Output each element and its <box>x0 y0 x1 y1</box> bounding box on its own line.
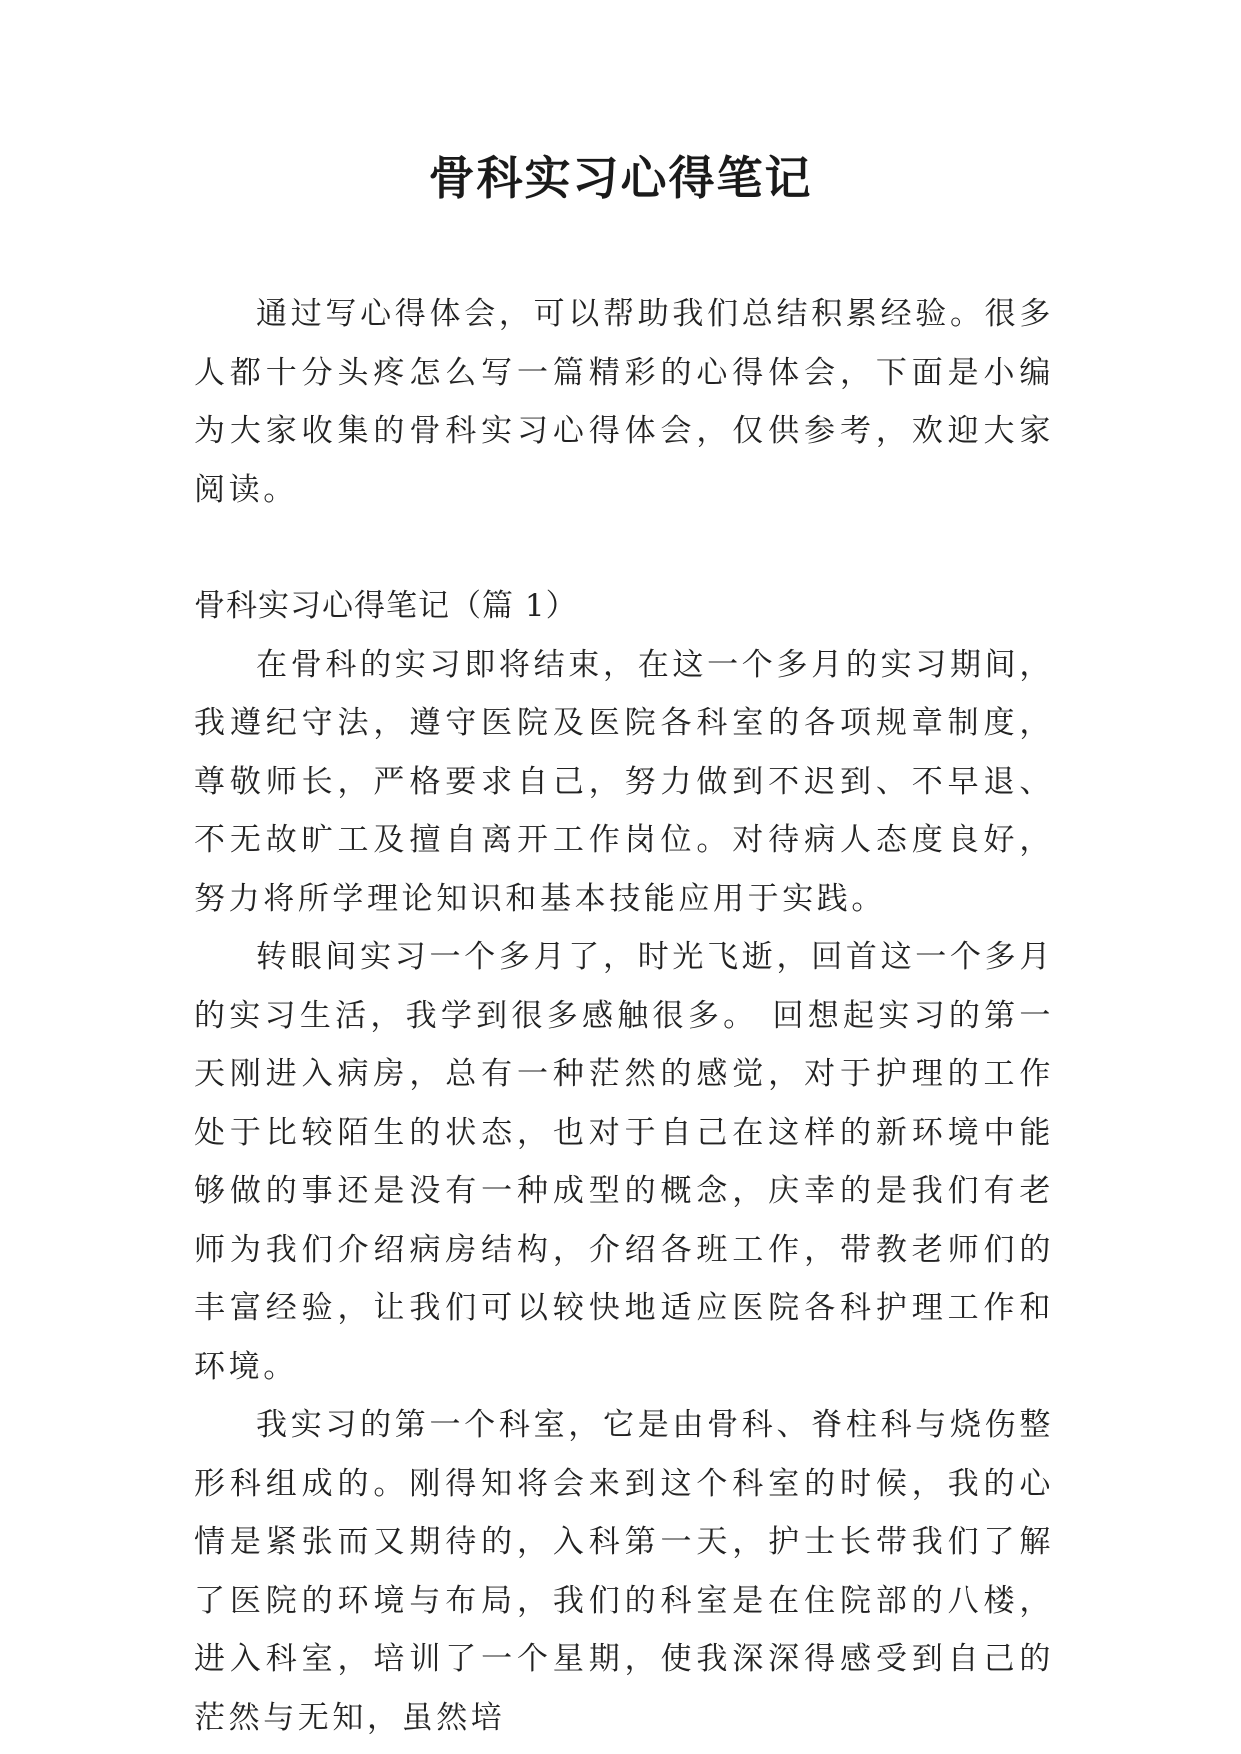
body-paragraph-1: 在骨科的实习即将结束，在这一个多月的实习期间，我遵纪守法，遵守医院及医院各科室的各项规章制度，尊敬师长，严格要求自己，努力做到不迟到、不早退、不无故旷工及擅自离开工作岗位。对待病人态度良好，努力将所学理论知识和基本技能应用于实践。 <box>194 646 1054 917</box>
body-paragraph-2: 转眼间实习一个多月了，时光飞逝，回首这一个多月的实习生活，我学到很多感触很多。 回想起实习的第一天刚进入病房，总有一种茫然的感觉，对于护理的工作处于比较陌生的状态，也对于自己在这样的新环境中能够做的事还是没有一种成型的概念，庆幸的是我们有老师为我们介绍病房结构，介绍各班工作，带教老师们的丰富经验，让我们可以较快地适应医院各科护理工作和环境。 <box>194 939 1054 1385</box>
body-paragraph-3: 我实习的第一个科室，它是由骨科、脊柱科与烧伤整形科组成的。刚得知将会来到这个科室的时候，我的心情是紧张而又期待的，入科第一天，护士长带我们了解了医院的环境与布局，我们的科室是在住院部的八楼，进入科室，培训了一个星期，使我深深得感受到自己的茫然与无知，虽然培 <box>194 1407 1054 1736</box>
intro-paragraph: 通过写心得体会，可以帮助我们总结积累经验。很多人都十分头疼怎么写一篇精彩的心得体会，下面是小编为大家收集的骨科实习心得体会，仅供参考，欢迎大家阅读。 <box>194 296 1054 508</box>
document-body <box>194 285 1054 1747</box>
document-title: 骨科实习心得笔记 <box>428 151 813 205</box>
section-heading: 骨科实习心得笔记（篇 1） <box>194 588 578 624</box>
